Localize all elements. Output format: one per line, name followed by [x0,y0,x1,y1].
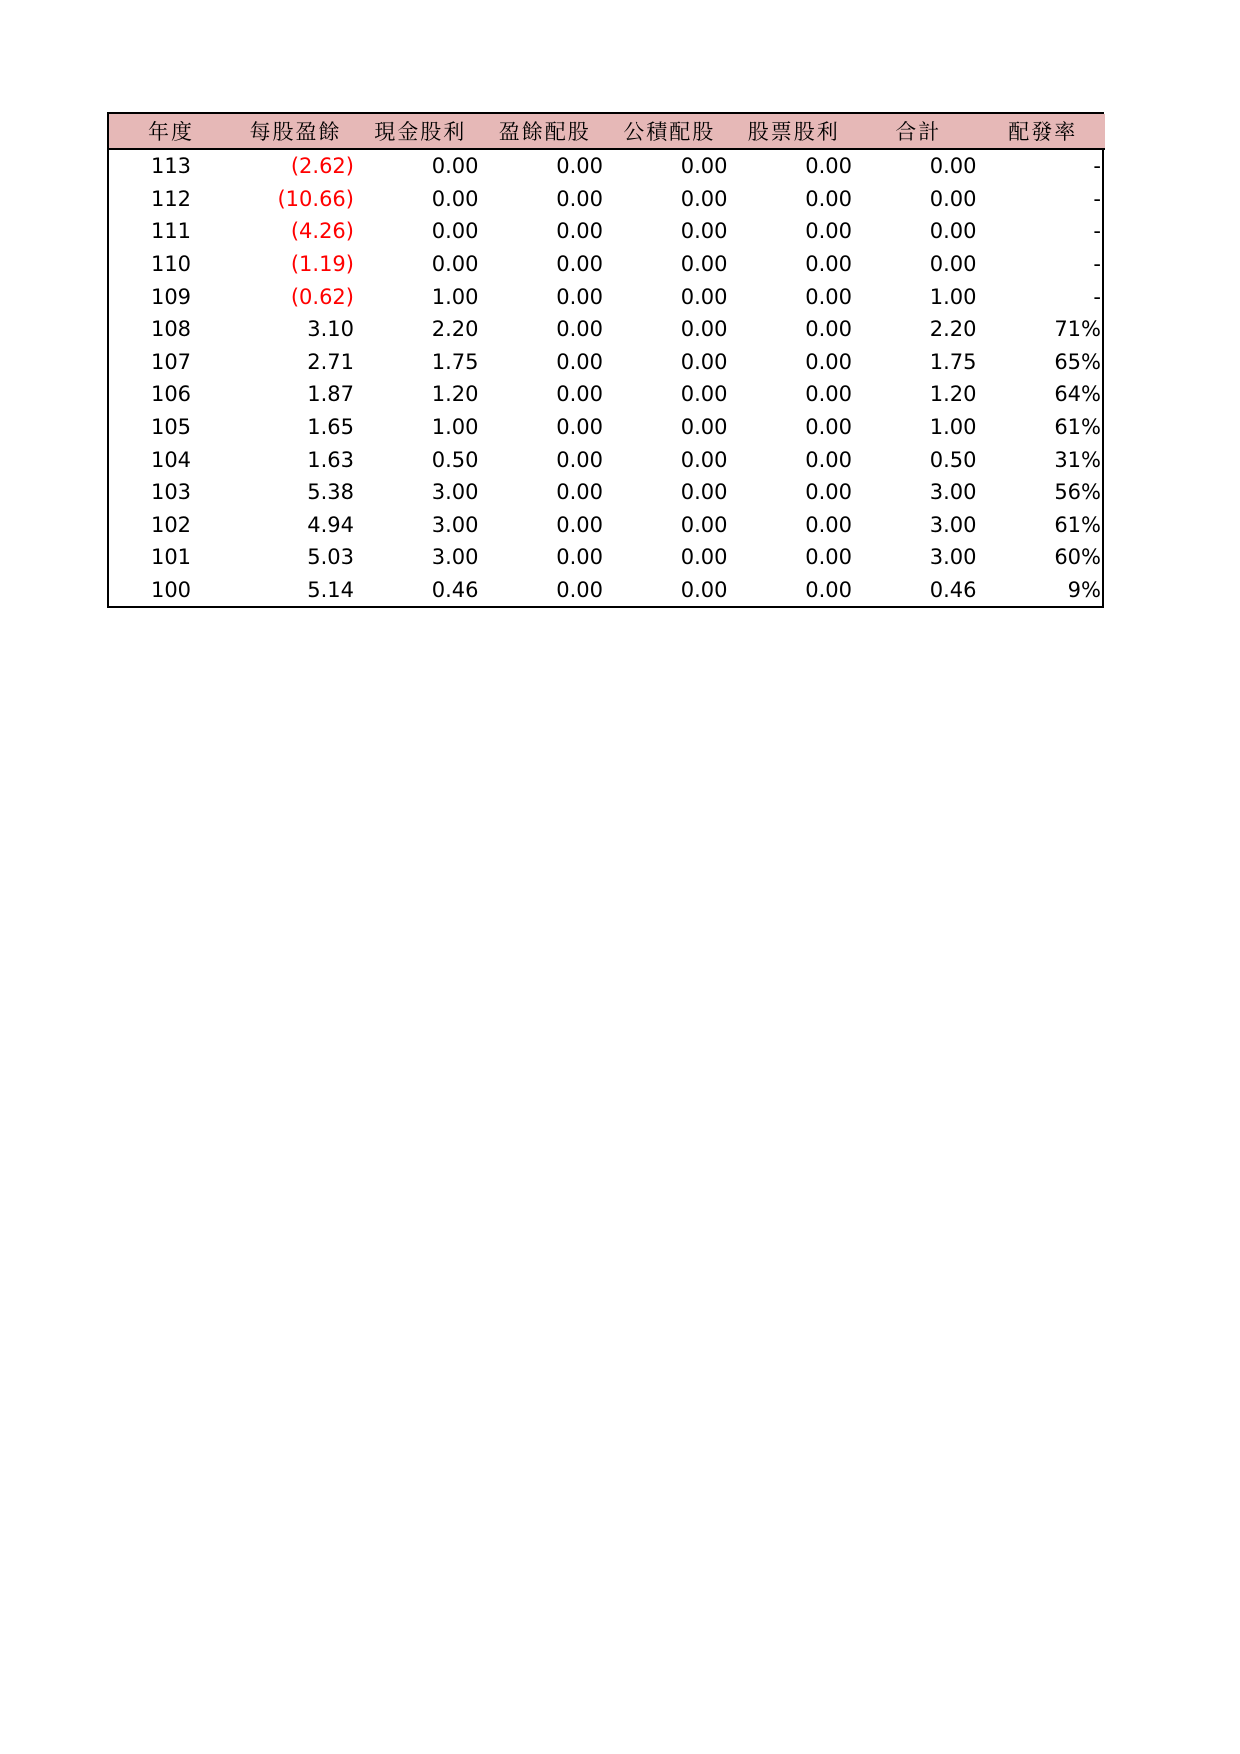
payout-ratio-cell: - [1093,284,1101,309]
year-cell: 102 [150,512,192,537]
cash-dividend-cell: 3.00 [431,512,479,537]
eps-cell: 1.87 [307,382,354,407]
total-cell: 2.20 [929,317,977,342]
header-row [109,114,1105,149]
total-cell: 0.46 [929,578,977,603]
year-cell: 105 [150,415,192,440]
eps-cell: (1.19) [290,252,354,277]
year-cell: 112 [150,186,192,211]
dividend-table [109,114,1105,606]
table-row [109,443,1105,476]
reserve-stock-cell: 0.00 [680,349,728,374]
table-row [109,215,1105,248]
year-cell: 111 [150,219,192,244]
eps-cell: 5.14 [307,578,354,603]
reserve-stock-cell: 0.00 [680,186,728,211]
reserve-stock-cell: 0.00 [680,154,728,179]
table-row [109,346,1105,379]
table-row [109,411,1105,444]
cash-dividend-cell: 3.00 [431,480,479,505]
reserve-stock-cell: 0.00 [680,284,728,309]
eps-cell: 5.03 [307,545,354,570]
total-cell: 1.00 [929,284,977,309]
payout-ratio-cell: 31% [1054,447,1101,472]
table-row [109,313,1105,346]
table-row [109,149,1105,183]
reserve-stock-cell: 0.00 [680,317,728,342]
header-earnings-stock: 盈餘配股 [483,114,608,149]
total-cell: 1.20 [929,382,977,407]
payout-ratio-cell: - [1093,186,1101,211]
cash-dividend-cell: 0.50 [431,447,479,472]
eps-cell: 1.63 [307,447,354,472]
year-cell: 110 [150,252,192,277]
stock-dividend-cell: 0.00 [805,219,852,244]
reserve-stock-cell: 0.00 [680,447,728,472]
reserve-stock-cell: 0.00 [680,545,728,570]
earnings-stock-cell: 0.00 [556,545,603,570]
table-row [109,574,1105,607]
total-cell: 0.50 [929,447,977,472]
year-cell: 104 [150,447,192,472]
table-body [109,149,1105,606]
eps-cell: 3.10 [307,317,354,342]
cash-dividend-cell: 1.00 [431,415,479,440]
total-cell: 0.00 [929,252,977,277]
stock-dividend-cell: 0.00 [805,382,852,407]
stock-dividend-cell: 0.00 [805,578,852,603]
year-cell: 109 [150,284,192,309]
earnings-stock-cell: 0.00 [556,252,603,277]
stock-dividend-cell: 0.00 [805,415,852,440]
reserve-stock-cell: 0.00 [680,219,728,244]
table-row [109,476,1105,509]
total-cell: 1.75 [929,349,977,374]
payout-ratio-cell: - [1093,219,1101,244]
payout-ratio-cell: 9% [1067,578,1101,603]
reserve-stock-cell: 0.00 [680,382,728,407]
eps-cell: (0.62) [290,284,354,309]
eps-cell: 5.38 [307,480,354,505]
cash-dividend-cell: 1.75 [431,349,479,374]
cash-dividend-cell: 1.20 [431,382,479,407]
earnings-stock-cell: 0.00 [556,317,603,342]
stock-dividend-cell: 0.00 [805,252,852,277]
stock-dividend-cell: 0.00 [805,512,852,537]
reserve-stock-cell: 0.00 [680,480,728,505]
total-cell: 3.00 [929,512,977,537]
cash-dividend-cell: 0.00 [431,219,479,244]
year-cell: 113 [150,154,192,179]
header-stock-dividend: 股票股利 [732,114,857,149]
table-row [109,248,1105,281]
stock-dividend-cell: 0.00 [805,480,852,505]
earnings-stock-cell: 0.00 [556,415,603,440]
header-cash-dividend: 現金股利 [358,114,483,149]
table-row [109,541,1105,574]
payout-ratio-cell: - [1093,154,1101,179]
cash-dividend-cell: 0.46 [431,578,479,603]
earnings-stock-cell: 0.00 [556,578,603,603]
eps-cell: (2.62) [290,154,354,179]
header-total: 合計 [856,114,981,149]
earnings-stock-cell: 0.00 [556,186,603,211]
reserve-stock-cell: 0.00 [680,578,728,603]
eps-cell: (10.66) [277,186,354,211]
table-row [109,183,1105,216]
stock-dividend-cell: 0.00 [805,284,852,309]
eps-cell: 1.65 [307,415,354,440]
eps-cell: (4.26) [290,219,354,244]
cash-dividend-cell: 1.00 [431,284,479,309]
header-reserve-stock: 公積配股 [607,114,732,149]
table-row [109,280,1105,313]
total-cell: 0.00 [929,186,977,211]
header-year: 年度 [109,114,233,149]
header-payout-ratio: 配發率 [981,114,1106,149]
reserve-stock-cell: 0.00 [680,415,728,440]
earnings-stock-cell: 0.00 [556,382,603,407]
payout-ratio-cell: 56% [1054,480,1101,505]
cash-dividend-cell: 2.20 [431,317,479,342]
eps-cell: 4.94 [307,512,354,537]
eps-cell: 2.71 [307,349,354,374]
stock-dividend-cell: 0.00 [805,186,852,211]
cash-dividend-cell: 3.00 [431,545,479,570]
stock-dividend-cell: 0.00 [805,349,852,374]
payout-ratio-cell: 71% [1054,317,1101,342]
total-cell: 0.00 [929,154,977,179]
payout-ratio-cell: 60% [1054,545,1101,570]
earnings-stock-cell: 0.00 [556,447,603,472]
cash-dividend-cell: 0.00 [431,252,479,277]
stock-dividend-cell: 0.00 [805,447,852,472]
year-cell: 108 [150,317,192,342]
reserve-stock-cell: 0.00 [680,252,728,277]
payout-ratio-cell: 65% [1054,349,1101,374]
table-row [109,378,1105,411]
earnings-stock-cell: 0.00 [556,154,603,179]
header-eps: 每股盈餘 [233,114,358,149]
year-cell: 103 [150,480,192,505]
table-row [109,509,1105,542]
stock-dividend-cell: 0.00 [805,545,852,570]
year-cell: 107 [150,349,192,374]
year-cell: 100 [150,578,192,603]
payout-ratio-cell: 61% [1054,415,1101,440]
payout-ratio-cell: 61% [1054,512,1101,537]
total-cell: 1.00 [929,415,977,440]
year-cell: 101 [150,545,192,570]
total-cell: 0.00 [929,219,977,244]
reserve-stock-cell: 0.00 [680,512,728,537]
payout-ratio-cell: 64% [1054,382,1101,407]
earnings-stock-cell: 0.00 [556,512,603,537]
stock-dividend-cell: 0.00 [805,154,852,179]
earnings-stock-cell: 0.00 [556,349,603,374]
cash-dividend-cell: 0.00 [431,154,479,179]
earnings-stock-cell: 0.00 [556,480,603,505]
payout-ratio-cell: - [1093,252,1101,277]
stock-dividend-cell: 0.00 [805,317,852,342]
total-cell: 3.00 [929,480,977,505]
total-cell: 3.00 [929,545,977,570]
year-cell: 106 [150,382,192,407]
earnings-stock-cell: 0.00 [556,219,603,244]
dividend-table-container [107,112,1104,608]
cash-dividend-cell: 0.00 [431,186,479,211]
earnings-stock-cell: 0.00 [556,284,603,309]
table-header [109,114,1105,149]
